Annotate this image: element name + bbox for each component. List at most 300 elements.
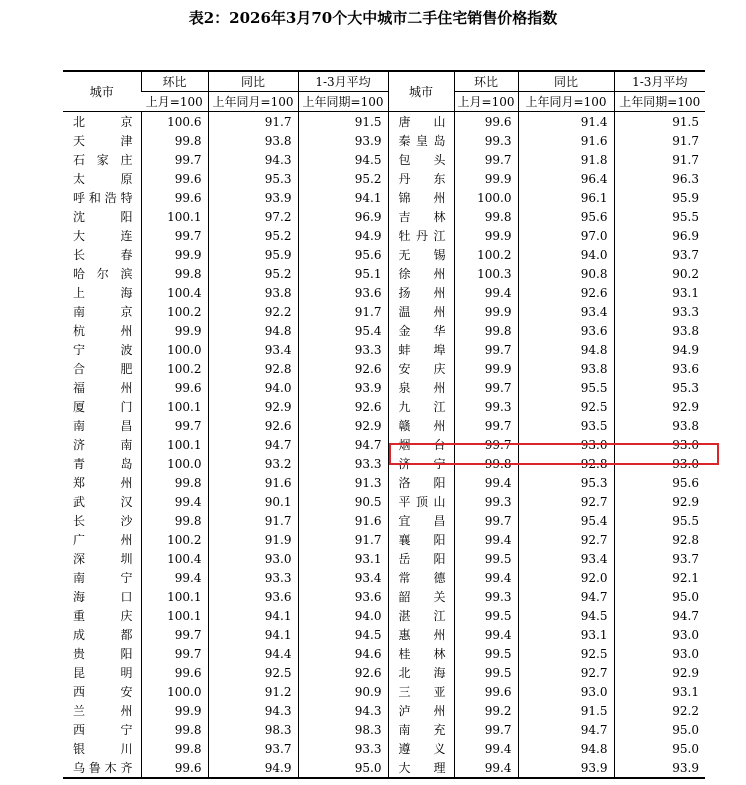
avg-cell-right: 93.8 [614, 416, 705, 435]
avg-cell-right: 92.9 [614, 397, 705, 416]
city-cell-right: 宜昌 [388, 511, 454, 530]
mom-cell-right: 99.6 [454, 682, 518, 701]
table-row [63, 283, 705, 302]
yoy-cell-right: 93.0 [518, 435, 614, 454]
city-cell-right: 襄阳 [388, 530, 454, 549]
table-row [63, 492, 705, 511]
yoy-cell-right: 93.6 [518, 321, 614, 340]
avg-cell-right: 93.6 [614, 359, 705, 378]
yoy-cell-left: 94.7 [208, 435, 298, 454]
table-row [63, 682, 705, 701]
yoy-cell-right: 92.7 [518, 530, 614, 549]
mom-cell-left: 99.8 [141, 511, 208, 530]
mom-cell-right: 100.3 [454, 264, 518, 283]
city-cell-right: 包头 [388, 150, 454, 169]
avg-cell-right: 91.7 [614, 150, 705, 169]
yoy-cell-right: 95.3 [518, 473, 614, 492]
city-cell-left: 杭州 [73, 323, 133, 338]
city-cell-left: 重庆 [73, 608, 133, 623]
mom-cell-left: 99.8 [141, 720, 208, 739]
city-cell-right: 徐州 [388, 264, 454, 283]
mom-cell-right: 99.4 [454, 530, 518, 549]
mom-cell-left: 100.1 [141, 397, 208, 416]
city-cell-right: 常德 [388, 568, 454, 587]
mom-cell-left: 100.0 [141, 340, 208, 359]
header-yoy-right: 同比 [518, 71, 614, 92]
yoy-cell-left: 94.3 [208, 150, 298, 169]
city-cell-left: 南京 [73, 304, 133, 319]
yoy-cell-left: 95.9 [208, 245, 298, 264]
city-cell-left: 长沙 [73, 513, 133, 528]
city-cell-left: 广州 [73, 532, 133, 547]
yoy-cell-right: 92.6 [518, 283, 614, 302]
city-cell-left: 西宁 [73, 722, 133, 737]
header-avg-base-right: 上年同期=100 [614, 92, 705, 112]
avg-cell-right: 95.3 [614, 378, 705, 397]
city-cell-left: 兰州 [73, 703, 133, 718]
city-cell-left: 厦门 [73, 399, 133, 414]
table-row [63, 359, 705, 378]
avg-cell-right: 96.3 [614, 169, 705, 188]
avg-cell-right: 94.7 [614, 606, 705, 625]
yoy-cell-right: 94.7 [518, 587, 614, 606]
avg-cell-left: 95.0 [298, 758, 388, 778]
yoy-cell-left: 92.2 [208, 302, 298, 321]
avg-cell-left: 98.3 [298, 720, 388, 739]
city-cell-left: 呼和浩特 [73, 190, 133, 205]
yoy-cell-right: 93.8 [518, 359, 614, 378]
avg-cell-left: 91.5 [298, 112, 388, 132]
yoy-cell-right: 92.7 [518, 663, 614, 682]
mom-cell-left: 100.1 [141, 207, 208, 226]
avg-cell-left: 94.1 [298, 188, 388, 207]
mom-cell-left: 99.4 [141, 568, 208, 587]
header-avg-right: 1-3月平均 [614, 71, 705, 92]
yoy-cell-right: 93.5 [518, 416, 614, 435]
avg-cell-right: 93.7 [614, 549, 705, 568]
city-cell-right: 南充 [388, 720, 454, 739]
header-mom-base-right: 上月=100 [454, 92, 518, 112]
header-yoy-base-right: 上年同月=100 [518, 92, 614, 112]
city-cell-right: 遵义 [388, 739, 454, 758]
yoy-cell-left: 94.9 [208, 758, 298, 778]
table-row [63, 226, 705, 245]
city-cell-right: 岳阳 [388, 549, 454, 568]
yoy-cell-left: 95.3 [208, 169, 298, 188]
yoy-cell-left: 91.9 [208, 530, 298, 549]
avg-cell-right: 95.6 [614, 473, 705, 492]
avg-cell-left: 92.9 [298, 416, 388, 435]
mom-cell-left: 99.9 [141, 701, 208, 720]
table-row [63, 302, 705, 321]
city-cell-right: 秦皇岛 [388, 131, 454, 150]
table-row [63, 625, 705, 644]
mom-cell-right: 99.5 [454, 606, 518, 625]
avg-cell-left: 94.7 [298, 435, 388, 454]
avg-cell-left: 95.4 [298, 321, 388, 340]
mom-cell-right: 99.7 [454, 511, 518, 530]
avg-cell-right: 96.9 [614, 226, 705, 245]
avg-cell-left: 93.6 [298, 283, 388, 302]
table-row [63, 169, 705, 188]
header-mom-right: 环比 [454, 71, 518, 92]
yoy-cell-right: 95.6 [518, 207, 614, 226]
yoy-cell-right: 95.4 [518, 511, 614, 530]
city-cell-left: 青岛 [73, 456, 133, 471]
avg-cell-right: 95.0 [614, 720, 705, 739]
city-cell-right: 无锡 [388, 245, 454, 264]
mom-cell-left: 99.7 [141, 625, 208, 644]
yoy-cell-right: 93.0 [518, 682, 614, 701]
avg-cell-right: 91.5 [614, 112, 705, 132]
header-avg-base-left: 上年同期=100 [298, 92, 388, 112]
mom-cell-right: 100.0 [454, 188, 518, 207]
yoy-cell-right: 95.5 [518, 378, 614, 397]
header-avg-left: 1-3月平均 [298, 71, 388, 92]
yoy-cell-left: 92.8 [208, 359, 298, 378]
city-cell-right: 吉林 [388, 207, 454, 226]
yoy-cell-left: 92.6 [208, 416, 298, 435]
mom-cell-left: 99.7 [141, 150, 208, 169]
table-row [63, 549, 705, 568]
table-row [63, 606, 705, 625]
mom-cell-right: 99.7 [454, 435, 518, 454]
yoy-cell-left: 93.3 [208, 568, 298, 587]
mom-cell-left: 99.6 [141, 758, 208, 778]
table-row [63, 530, 705, 549]
yoy-cell-left: 92.9 [208, 397, 298, 416]
city-cell-right: 温州 [388, 302, 454, 321]
avg-cell-right: 95.5 [614, 511, 705, 530]
yoy-cell-right: 94.8 [518, 340, 614, 359]
avg-cell-left: 94.6 [298, 644, 388, 663]
table-row [63, 131, 705, 150]
city-cell-left: 长春 [73, 247, 133, 262]
mom-cell-right: 99.4 [454, 473, 518, 492]
avg-cell-right: 93.0 [614, 435, 705, 454]
avg-cell-right: 95.0 [614, 587, 705, 606]
yoy-cell-left: 93.2 [208, 454, 298, 473]
table-row [63, 454, 705, 473]
mom-cell-left: 100.1 [141, 587, 208, 606]
mom-cell-right: 99.4 [454, 568, 518, 587]
mom-cell-left: 99.7 [141, 226, 208, 245]
table-row [63, 644, 705, 663]
yoy-cell-left: 93.7 [208, 739, 298, 758]
yoy-cell-left: 94.4 [208, 644, 298, 663]
avg-cell-left: 90.5 [298, 492, 388, 511]
city-cell-left: 天津 [73, 133, 133, 148]
city-cell-right: 韶关 [388, 587, 454, 606]
city-cell-left: 合肥 [73, 361, 133, 376]
city-cell-right: 平顶山 [388, 492, 454, 511]
city-cell-left: 昆明 [73, 665, 133, 680]
city-cell-right: 桂林 [388, 644, 454, 663]
mom-cell-left: 100.2 [141, 359, 208, 378]
avg-cell-right: 93.0 [614, 625, 705, 644]
yoy-cell-right: 91.4 [518, 112, 614, 132]
mom-cell-right: 99.2 [454, 701, 518, 720]
city-cell-left: 西安 [73, 684, 133, 699]
table-body [63, 112, 705, 779]
table-row [63, 587, 705, 606]
city-cell-right: 惠州 [388, 625, 454, 644]
yoy-cell-left: 93.4 [208, 340, 298, 359]
mom-cell-left: 99.9 [141, 321, 208, 340]
mom-cell-right: 99.7 [454, 340, 518, 359]
yoy-cell-right: 93.9 [518, 758, 614, 778]
mom-cell-left: 99.8 [141, 264, 208, 283]
table-row [63, 112, 705, 132]
city-cell-left: 上海 [73, 285, 133, 300]
yoy-cell-left: 93.6 [208, 587, 298, 606]
yoy-cell-right: 92.8 [518, 454, 614, 473]
header-mom-left: 环比 [141, 71, 208, 92]
mom-cell-left: 99.6 [141, 378, 208, 397]
avg-cell-right: 92.1 [614, 568, 705, 587]
city-cell-right: 泉州 [388, 378, 454, 397]
yoy-cell-left: 91.7 [208, 112, 298, 132]
yoy-cell-right: 91.6 [518, 131, 614, 150]
mom-cell-left: 100.4 [141, 283, 208, 302]
avg-cell-right: 92.9 [614, 492, 705, 511]
avg-cell-left: 93.6 [298, 587, 388, 606]
avg-cell-right: 90.2 [614, 264, 705, 283]
avg-cell-left: 95.1 [298, 264, 388, 283]
avg-cell-left: 93.4 [298, 568, 388, 587]
avg-cell-right: 91.7 [614, 131, 705, 150]
mom-cell-left: 99.7 [141, 644, 208, 663]
page-title: 表2：2026年3月70个大中城市二手住宅销售价格指数 [188, 9, 558, 27]
city-cell-left: 北京 [73, 114, 133, 129]
yoy-cell-right: 91.5 [518, 701, 614, 720]
avg-cell-left: 93.3 [298, 340, 388, 359]
avg-cell-left: 95.6 [298, 245, 388, 264]
yoy-cell-right: 94.8 [518, 739, 614, 758]
table-row [63, 150, 705, 169]
yoy-cell-left: 92.5 [208, 663, 298, 682]
avg-cell-right: 92.9 [614, 663, 705, 682]
avg-cell-left: 90.9 [298, 682, 388, 701]
yoy-cell-right: 91.8 [518, 150, 614, 169]
city-cell-left: 济南 [73, 437, 133, 452]
city-cell-left: 太原 [73, 171, 133, 186]
mom-cell-left: 99.8 [141, 131, 208, 150]
city-cell-left: 石家庄 [73, 152, 133, 167]
yoy-cell-left: 95.2 [208, 226, 298, 245]
yoy-cell-right: 96.4 [518, 169, 614, 188]
city-cell-right: 蚌埠 [388, 340, 454, 359]
mom-cell-right: 99.5 [454, 549, 518, 568]
city-cell-left: 大连 [73, 228, 133, 243]
mom-cell-right: 99.3 [454, 397, 518, 416]
avg-cell-left: 92.6 [298, 663, 388, 682]
mom-cell-right: 99.7 [454, 150, 518, 169]
avg-cell-right: 92.2 [614, 701, 705, 720]
mom-cell-left: 100.4 [141, 549, 208, 568]
yoy-cell-left: 98.3 [208, 720, 298, 739]
avg-cell-left: 91.7 [298, 302, 388, 321]
yoy-cell-left: 94.1 [208, 625, 298, 644]
avg-cell-right: 93.8 [614, 321, 705, 340]
table-row [63, 321, 705, 340]
avg-cell-right: 93.1 [614, 682, 705, 701]
table-row [63, 720, 705, 739]
yoy-cell-left: 90.1 [208, 492, 298, 511]
yoy-cell-left: 91.6 [208, 473, 298, 492]
mom-cell-left: 99.4 [141, 492, 208, 511]
yoy-cell-right: 90.8 [518, 264, 614, 283]
table-row [63, 701, 705, 720]
mom-cell-left: 100.1 [141, 606, 208, 625]
mom-cell-right: 99.3 [454, 492, 518, 511]
city-cell-right: 牡丹江 [388, 226, 454, 245]
mom-cell-right: 99.8 [454, 207, 518, 226]
table-row [63, 758, 705, 778]
mom-cell-left: 99.9 [141, 245, 208, 264]
city-cell-left: 成都 [73, 627, 133, 642]
city-cell-left: 武汉 [73, 494, 133, 509]
header-city-right: 城市 [388, 71, 454, 112]
table-row [63, 435, 705, 454]
yoy-cell-left: 93.8 [208, 131, 298, 150]
mom-cell-right: 99.7 [454, 720, 518, 739]
mom-cell-right: 99.4 [454, 758, 518, 778]
table-row [63, 511, 705, 530]
table-row [63, 473, 705, 492]
yoy-cell-right: 92.5 [518, 397, 614, 416]
avg-cell-left: 96.9 [298, 207, 388, 226]
city-cell-right: 唐山 [388, 112, 454, 132]
avg-cell-left: 94.0 [298, 606, 388, 625]
city-cell-right: 湛江 [388, 606, 454, 625]
mom-cell-left: 100.0 [141, 682, 208, 701]
avg-cell-right: 93.0 [614, 454, 705, 473]
table-row [63, 568, 705, 587]
mom-cell-left: 99.7 [141, 416, 208, 435]
yoy-cell-left: 94.1 [208, 606, 298, 625]
table-row [63, 188, 705, 207]
avg-cell-left: 92.6 [298, 397, 388, 416]
city-cell-right: 泸州 [388, 701, 454, 720]
avg-cell-right: 93.0 [614, 644, 705, 663]
city-cell-left: 深圳 [73, 551, 133, 566]
yoy-cell-left: 94.3 [208, 701, 298, 720]
city-cell-right: 赣州 [388, 416, 454, 435]
city-cell-left: 沈阳 [73, 209, 133, 224]
table-row [63, 340, 705, 359]
mom-cell-right: 99.9 [454, 226, 518, 245]
yoy-cell-left: 93.0 [208, 549, 298, 568]
mom-cell-right: 99.3 [454, 587, 518, 606]
table-row [63, 739, 705, 758]
table-row [63, 207, 705, 226]
yoy-cell-left: 94.8 [208, 321, 298, 340]
table-row [63, 663, 705, 682]
mom-cell-right: 99.9 [454, 359, 518, 378]
mom-cell-left: 100.1 [141, 435, 208, 454]
city-cell-right: 烟台 [388, 435, 454, 454]
mom-cell-left: 100.6 [141, 112, 208, 132]
avg-cell-left: 94.5 [298, 150, 388, 169]
city-cell-right: 九江 [388, 397, 454, 416]
yoy-cell-right: 93.4 [518, 549, 614, 568]
yoy-cell-left: 94.0 [208, 378, 298, 397]
city-cell-left: 哈尔滨 [73, 266, 133, 281]
mom-cell-left: 99.8 [141, 739, 208, 758]
avg-cell-right: 92.8 [614, 530, 705, 549]
avg-cell-left: 91.7 [298, 530, 388, 549]
avg-cell-right: 93.9 [614, 758, 705, 778]
mom-cell-right: 99.4 [454, 283, 518, 302]
header-mom-base-left: 上月=100 [141, 92, 208, 112]
table-row [63, 378, 705, 397]
mom-cell-right: 99.4 [454, 739, 518, 758]
avg-cell-left: 94.5 [298, 625, 388, 644]
yoy-cell-left: 95.2 [208, 264, 298, 283]
mom-cell-right: 99.8 [454, 321, 518, 340]
city-cell-right: 北海 [388, 663, 454, 682]
yoy-cell-right: 96.1 [518, 188, 614, 207]
avg-cell-left: 93.9 [298, 378, 388, 397]
yoy-cell-right: 93.1 [518, 625, 614, 644]
avg-cell-right: 95.0 [614, 739, 705, 758]
avg-cell-left: 91.3 [298, 473, 388, 492]
mom-cell-left: 99.6 [141, 188, 208, 207]
mom-cell-right: 99.7 [454, 378, 518, 397]
mom-cell-right: 99.6 [454, 112, 518, 132]
mom-cell-right: 99.9 [454, 302, 518, 321]
mom-cell-left: 100.2 [141, 530, 208, 549]
table-row [63, 245, 705, 264]
avg-cell-left: 93.9 [298, 131, 388, 150]
table-row [63, 264, 705, 283]
mom-cell-right: 99.9 [454, 169, 518, 188]
avg-cell-left: 94.9 [298, 226, 388, 245]
yoy-cell-left: 93.9 [208, 188, 298, 207]
mom-cell-right: 99.7 [454, 416, 518, 435]
city-cell-left: 海口 [73, 589, 133, 604]
city-cell-left: 银川 [73, 741, 133, 756]
avg-cell-right: 94.9 [614, 340, 705, 359]
yoy-cell-left: 91.7 [208, 511, 298, 530]
city-cell-right: 洛阳 [388, 473, 454, 492]
city-cell-right: 金华 [388, 321, 454, 340]
city-cell-right: 大理 [388, 758, 454, 778]
yoy-cell-right: 93.4 [518, 302, 614, 321]
yoy-cell-right: 92.7 [518, 492, 614, 511]
table-header [63, 71, 705, 112]
city-cell-left: 南昌 [73, 418, 133, 433]
avg-cell-right: 93.7 [614, 245, 705, 264]
city-cell-left: 乌鲁木齐 [63, 758, 141, 778]
yoy-cell-left: 91.2 [208, 682, 298, 701]
yoy-cell-left: 93.8 [208, 283, 298, 302]
yoy-cell-left: 97.2 [208, 207, 298, 226]
yoy-cell-right: 94.0 [518, 245, 614, 264]
avg-cell-left: 92.6 [298, 359, 388, 378]
table-row [63, 416, 705, 435]
mom-cell-left: 99.6 [141, 169, 208, 188]
avg-cell-left: 93.3 [298, 739, 388, 758]
mom-cell-right: 100.2 [454, 245, 518, 264]
avg-cell-left: 93.1 [298, 549, 388, 568]
yoy-cell-right: 94.5 [518, 606, 614, 625]
city-cell-left: 郑州 [73, 475, 133, 490]
city-cell-right: 锦州 [388, 188, 454, 207]
city-cell-right: 安庆 [388, 359, 454, 378]
mom-cell-right: 99.5 [454, 663, 518, 682]
